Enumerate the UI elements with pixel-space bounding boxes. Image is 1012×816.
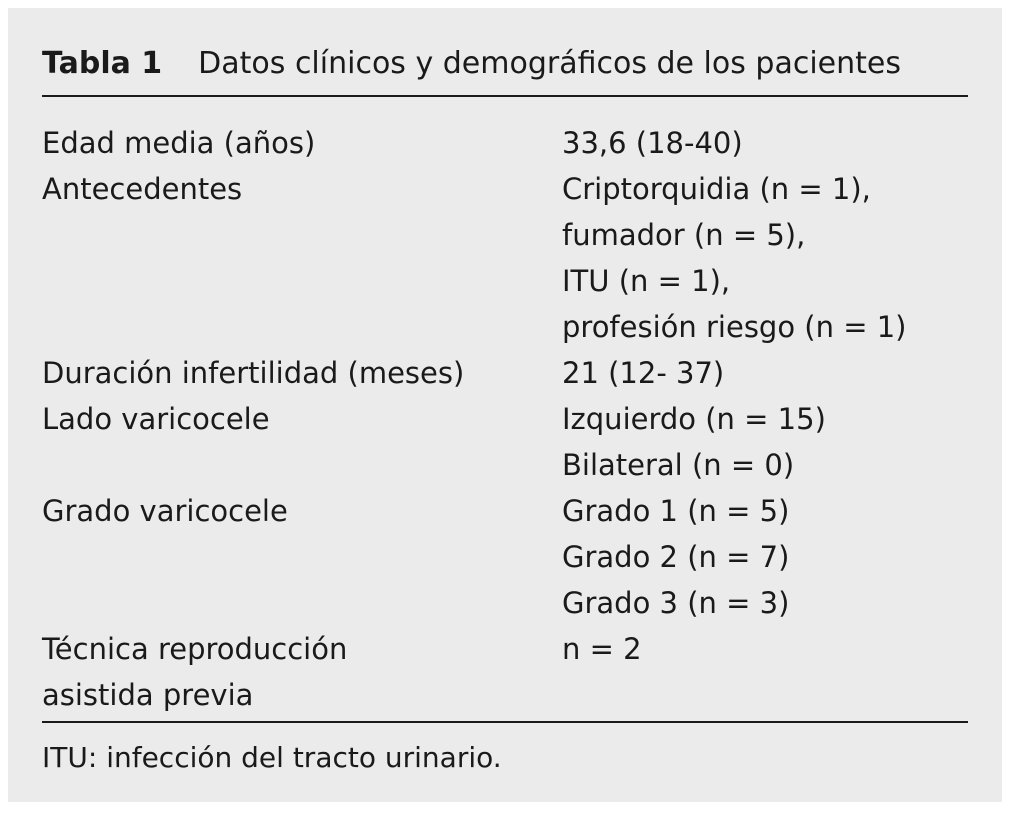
row-value-line: Izquierdo (n = 15) (562, 402, 826, 436)
table-body (42, 120, 968, 718)
row-value-line: Bilateral (n = 0) (562, 448, 795, 482)
top-rule (42, 95, 968, 97)
table-title: Datos clínicos y demográficos de los pacientes (198, 45, 901, 81)
row-label-line: Edad media (años) (42, 126, 316, 160)
row-label-line: asistida previa (42, 678, 254, 712)
row-label (42, 350, 562, 396)
row-value-line: profesión riesgo (n = 1) (562, 310, 907, 344)
row-value (562, 626, 968, 718)
table-row-assisted-reproduction (42, 626, 968, 718)
row-value-line: ITU (n = 1), (562, 264, 731, 298)
row-value-line: n = 2 (562, 632, 642, 666)
row-value (562, 488, 968, 626)
table-row-varicocele-side (42, 396, 968, 488)
table-row-varicocele-grade (42, 488, 968, 626)
row-label (42, 120, 562, 166)
row-label-line: Duración infertilidad (meses) (42, 356, 465, 390)
table-number: Tabla 1 (42, 45, 163, 81)
row-value (562, 396, 968, 488)
row-value-line: 21 (12- 37) (562, 356, 725, 390)
row-label-line: Antecedentes (42, 172, 243, 206)
row-label-line: Lado varicocele (42, 402, 270, 436)
row-value-line: Grado 3 (n = 3) (562, 586, 790, 620)
bottom-rule (42, 721, 968, 723)
row-label-line: Grado varicocele (42, 494, 288, 528)
row-label (42, 626, 562, 718)
row-value-line: Grado 1 (n = 5) (562, 494, 790, 528)
row-label (42, 396, 562, 488)
row-value (562, 166, 968, 350)
table-footnote: ITU: infección del tracto urinario. (42, 741, 502, 774)
row-label (42, 166, 562, 350)
row-value (562, 350, 968, 396)
row-value-line: Grado 2 (n = 7) (562, 540, 790, 574)
row-label (42, 488, 562, 626)
row-value-line: 33,6 (18-40) (562, 126, 743, 160)
table-caption (42, 38, 901, 88)
table-panel (8, 8, 1002, 802)
row-label-line: Técnica reproducción (42, 632, 348, 666)
row-value-line: Criptorquidia (n = 1), (562, 172, 871, 206)
table-row-age (42, 120, 968, 166)
table-row-infertility-duration (42, 350, 968, 396)
row-value-line: fumador (n = 5), (562, 218, 806, 252)
table-row-history (42, 166, 968, 350)
row-value (562, 120, 968, 166)
